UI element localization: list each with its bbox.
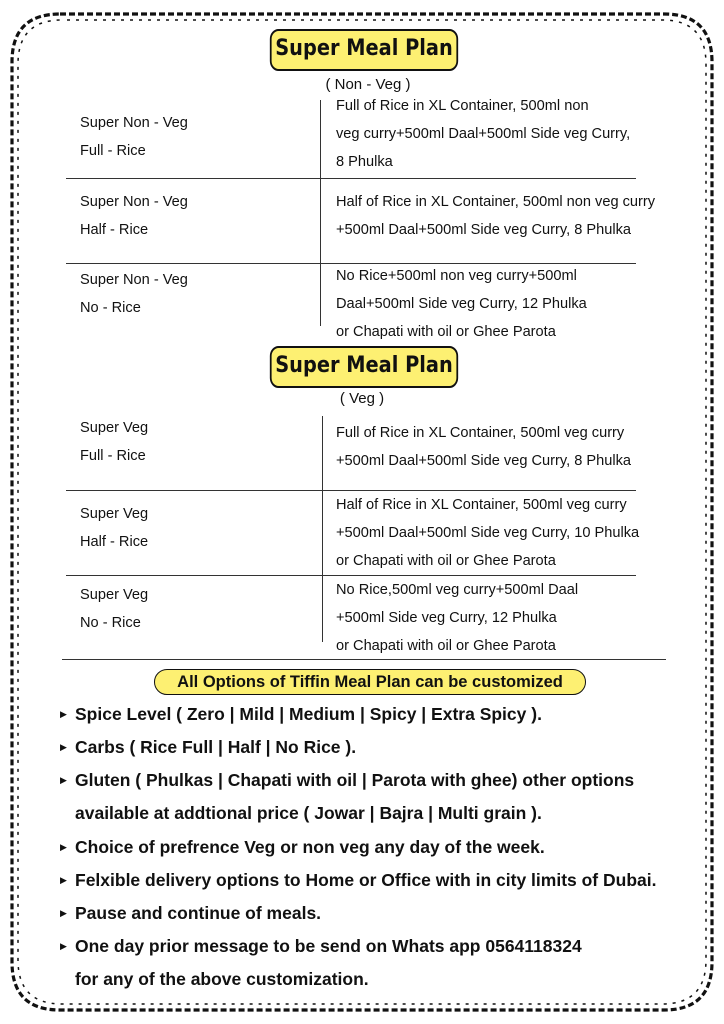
plan-description: No Rice,500ml veg curry+500ml Daal	[336, 582, 579, 598]
customize-heading: All Options of Tiffin Meal Plan can be customized	[154, 669, 586, 695]
veg-divider-vertical	[322, 416, 323, 642]
plan-description: veg curry+500ml Daal+500ml Side veg Curry,	[336, 126, 631, 142]
bullet-arrow-icon: ▶	[60, 742, 67, 752]
plan-description: +500ml Daal+500ml Side veg Curry, 8 Phulka	[336, 222, 632, 238]
plan-name: Super Non - Veg	[80, 115, 188, 131]
veg-row-separator	[66, 490, 636, 491]
customize-item: Spice Level ( Zero | Mild | Medium | Spicy | Extra Spicy ).	[75, 704, 542, 724]
plan-description: or Chapati with oil or Ghee Parota	[336, 553, 556, 569]
customize-item: Choice of prefrence Veg or non veg any day of the week.	[75, 837, 545, 857]
veg-row-separator	[66, 575, 636, 576]
bullet-arrow-icon: ▶	[60, 842, 67, 852]
customize-item: Pause and continue of meals.	[75, 903, 322, 923]
plan-name: Super Veg	[80, 587, 149, 603]
plan-description: Half of Rice in XL Container, 500ml veg curry	[336, 497, 627, 513]
plan-description: or Chapati with oil or Ghee Parota	[336, 324, 556, 340]
plan-description: +500ml Side veg Curry, 12 Phulka	[336, 610, 557, 626]
plan-name: Super Veg	[80, 420, 149, 436]
plan-description: 8 Phulka	[336, 154, 393, 170]
plan-description: or Chapati with oil or Ghee Parota	[336, 638, 556, 654]
customize-item-continued: for any of the above customization.	[75, 969, 369, 989]
nonveg-title-badge: Super Meal Plan	[270, 29, 458, 71]
plan-rice: Half - Rice	[80, 222, 149, 238]
nonveg-row-separator	[66, 263, 636, 264]
plan-rice: Half - Rice	[80, 534, 149, 550]
plan-rice: No - Rice	[80, 615, 141, 631]
veg-title-badge: Super Meal Plan	[270, 346, 458, 388]
plan-name: Super Veg	[80, 506, 149, 522]
plan-rice: Full - Rice	[80, 448, 146, 464]
plan-name: Super Non - Veg	[80, 194, 188, 210]
plan-description: Half of Rice in XL Container, 500ml non veg curry	[336, 194, 656, 210]
veg-table-bottom-rule	[62, 659, 666, 660]
customize-item: Felxible delivery options to Home or Office with in city limits of Dubai.	[75, 870, 657, 890]
plan-description: Full of Rice in XL Container, 500ml non	[336, 98, 589, 114]
customize-item: Gluten ( Phulkas | Chapati with oil | Parota with ghee) other options	[75, 770, 635, 790]
plan-rice: Full - Rice	[80, 143, 146, 159]
plan-description: +500ml Daal+500ml Side veg Curry, 10 Phulka	[336, 525, 640, 541]
nonveg-divider-vertical	[320, 100, 321, 326]
bullet-arrow-icon: ▶	[60, 709, 67, 719]
bullet-arrow-icon: ▶	[60, 908, 67, 918]
plan-description: Daal+500ml Side veg Curry, 12 Phulka	[336, 296, 587, 312]
plan-name: Super Non - Veg	[80, 272, 188, 288]
bullet-arrow-icon: ▶	[60, 875, 67, 885]
plan-rice: No - Rice	[80, 300, 141, 316]
plan-description: Full of Rice in XL Container, 500ml veg curry	[336, 425, 625, 441]
customize-item: One day prior message to be send on Whats app 0564118324	[75, 936, 582, 956]
veg-subtitle: ( Veg )	[339, 390, 385, 407]
plan-description: No Rice+500ml non veg curry+500ml	[336, 268, 577, 284]
plan-description: +500ml Daal+500ml Side veg Curry, 8 Phulka	[336, 453, 632, 469]
bullet-arrow-icon: ▶	[60, 775, 67, 785]
customize-item: Carbs ( Rice Full | Half | No Rice ).	[75, 737, 357, 757]
nonveg-subtitle: ( Non - Veg )	[325, 76, 411, 93]
customize-item-continued: available at addtional price ( Jowar | Bajra | Multi grain ).	[75, 803, 542, 823]
nonveg-row-separator	[66, 178, 636, 179]
bullet-arrow-icon: ▶	[60, 941, 67, 951]
